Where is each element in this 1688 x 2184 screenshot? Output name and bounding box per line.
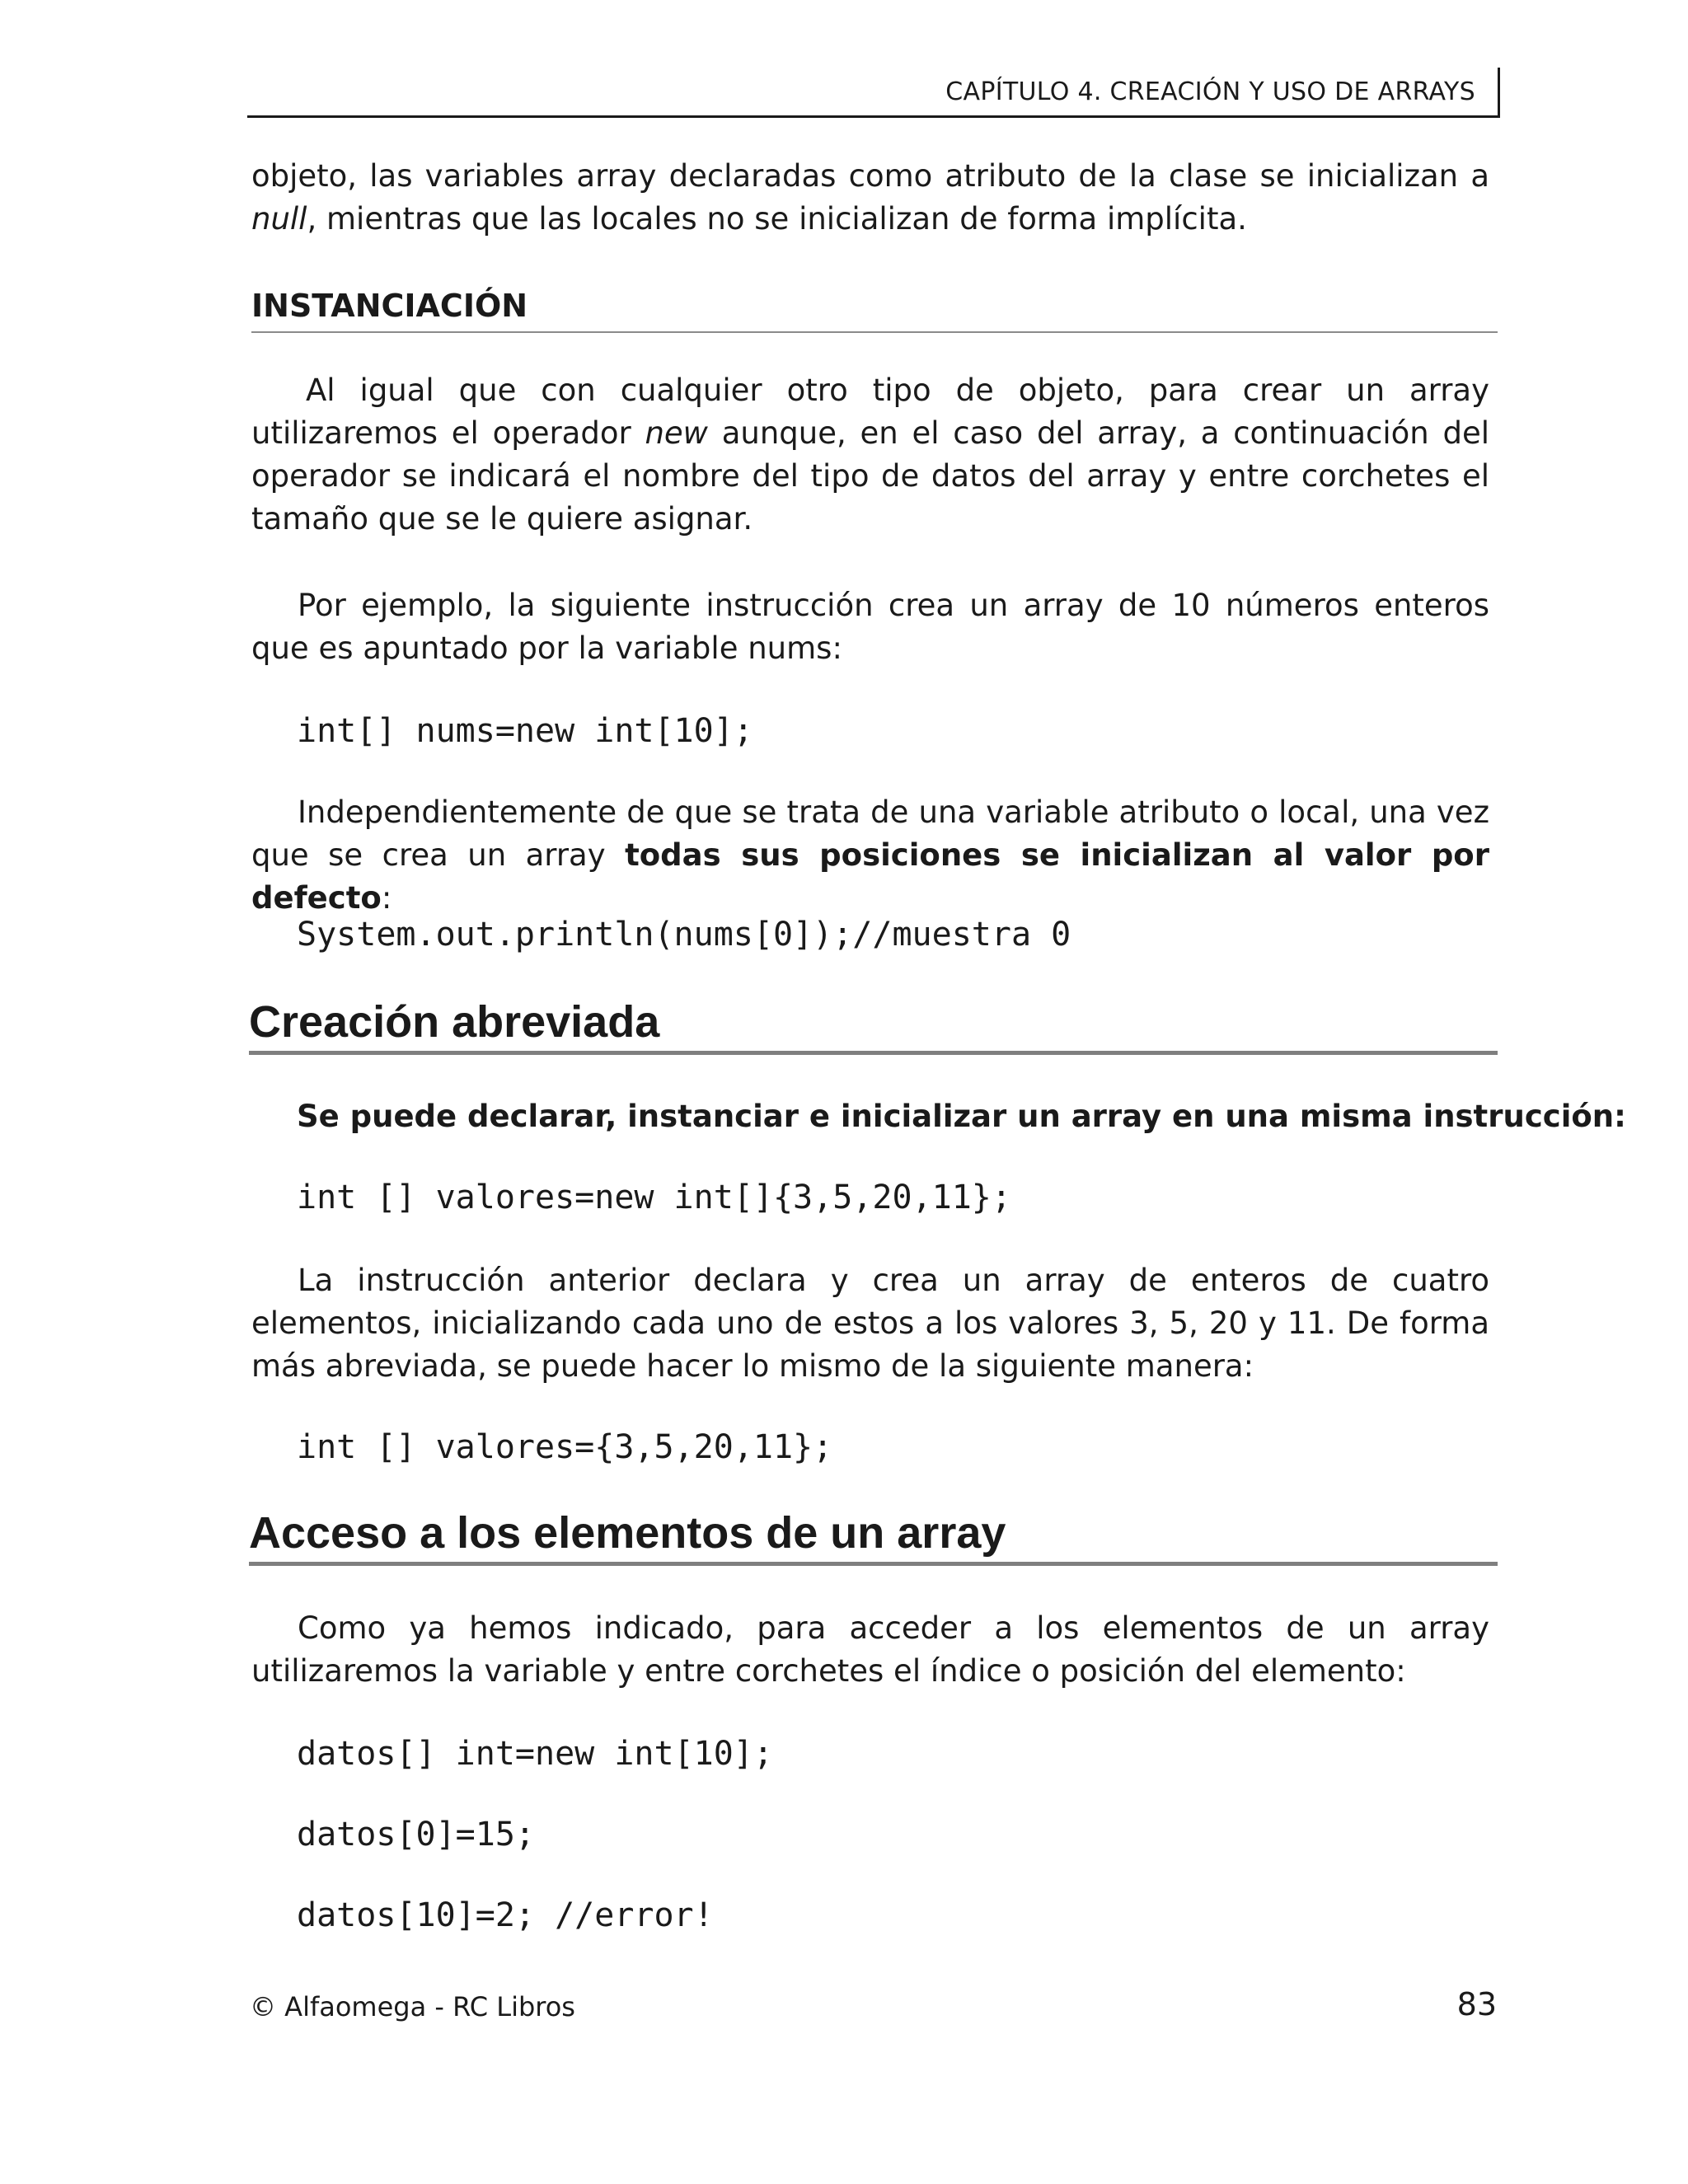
intro-text-1: objeto, las variables array declaradas como atributo de la clase se inicializan a — [251, 158, 1489, 194]
code-line-datos-assign: datos[0]=15; — [297, 1816, 535, 1854]
creacion-abreviada-paragraph: La instrucción anterior declara y crea un array de enteros de cuatro elementos, inicializando cada uno de estos a los valores 3, 5, 20 y 11. De forma más abreviada, se puede hacer lo mismo de la siguiente manera: — [251, 1263, 1489, 1384]
intro-paragraph — [251, 155, 1489, 241]
code-line-datos-declaration: datos[] int=new int[10]; — [297, 1735, 773, 1773]
acceso-paragraph: Como ya hemos indicado, para acceder a los elementos de un array utilizaremos la variable y entre corchetes el índice o posición del elemento: — [251, 1610, 1489, 1689]
instanciacion-heading: INSTANCIACIÓN — [251, 282, 1498, 333]
acceso-heading: Acceso a los elementos de un array — [249, 1504, 1498, 1566]
running-header — [247, 49, 1500, 118]
creacion-abreviada-heading: Creación abreviada — [249, 993, 1498, 1055]
intro-italic-null: null — [251, 201, 307, 237]
footer-copyright: © Alfaomega - RC Libros — [250, 1991, 575, 2022]
code-line-println: System.out.println(nums[0]);//muestra 0 — [297, 916, 1071, 954]
instanciacion-paragraph-2: Por ejemplo, la siguiente instrucción crea un array de 10 números enteros que es apuntado por la variable nums: — [251, 588, 1489, 666]
running-header-rule — [1498, 68, 1500, 115]
footer-page-number: 83 — [1456, 1986, 1497, 2022]
code-line-datos-error: datos[10]=2; //error! — [297, 1896, 714, 1934]
instanciacion-p1-text-2: aunque, en el caso del array, a continuación del operador se indicará el nombre del tipo de datos del array y entre corchetes el tamaño que se le quiere asignar. — [251, 415, 1489, 537]
code-line-valores-new: int [] valores=new int[]{3,5,20,11}; — [297, 1179, 1011, 1216]
instanciacion-bold-default: todas sus posiciones se inicializan al valor por defecto — [251, 837, 1489, 916]
code-line-valores-literal: int [] valores={3,5,20,11}; — [297, 1428, 833, 1466]
instanciacion-italic-new: new — [645, 415, 708, 451]
instanciacion-p1-text-1: Al igual que con cualquier otro tipo de objeto, para crear un array utilizaremos el operador — [251, 373, 1489, 451]
intro-text-2: , mientras que las locales no se inicializan de forma implícita. — [307, 201, 1247, 237]
instanciacion-paragraph-3 — [251, 791, 1489, 920]
creacion-abreviada-lead: Se puede declarar, instanciar e inicializar un array en una misma instrucción: — [297, 1099, 1626, 1134]
instanciacion-p3-text-2: : — [381, 880, 392, 916]
instanciacion-p3-text-1: Independientemente de que se trata de una variable atributo o local, una vez que se crea un array — [251, 794, 1489, 873]
code-line-nums-declaration: int[] nums=new int[10]; — [297, 712, 753, 750]
running-header-title: CAPÍTULO 4. CREACIÓN Y USO DE ARRAYS — [945, 77, 1475, 106]
instanciacion-paragraph-1 — [251, 369, 1489, 541]
